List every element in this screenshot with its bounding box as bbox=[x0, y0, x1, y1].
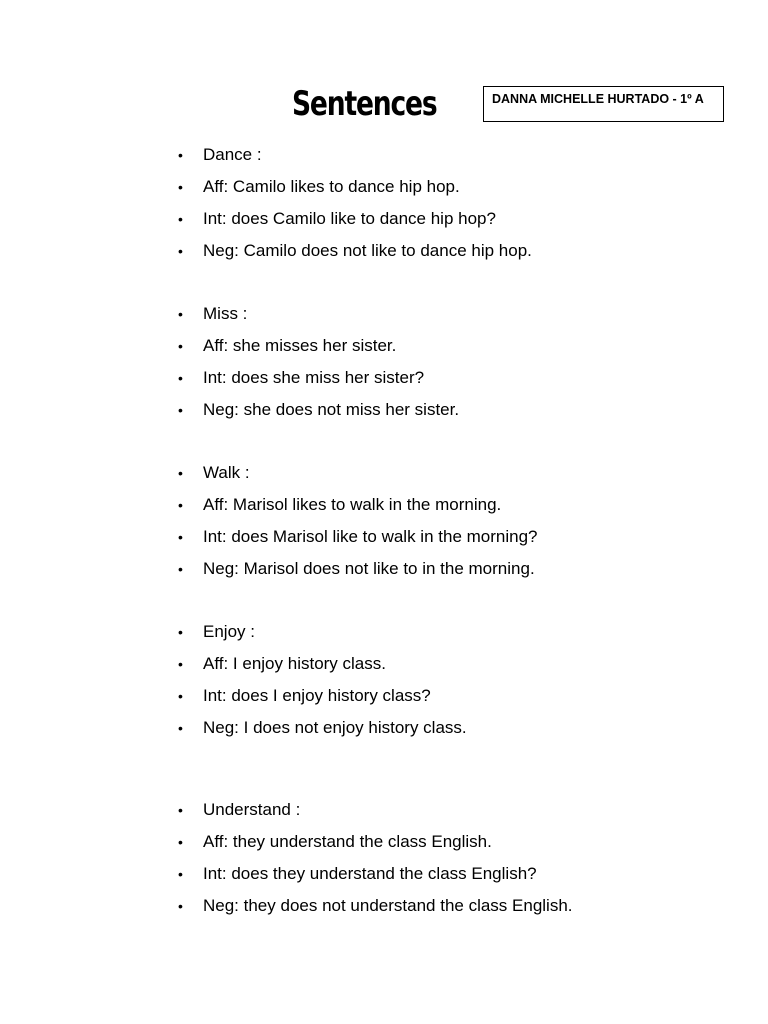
item-text: Int: does they understand the class English? bbox=[203, 864, 537, 883]
item-text: Neg: I does not enjoy history class. bbox=[203, 718, 467, 737]
item-text: Miss : bbox=[203, 304, 248, 323]
bullet-icon: • bbox=[178, 338, 183, 354]
item-text: Aff: she misses her sister. bbox=[203, 336, 397, 355]
page-title: Sentences bbox=[292, 84, 437, 124]
item-text: Dance : bbox=[203, 145, 262, 164]
bullet-icon: • bbox=[178, 561, 183, 577]
bullet-icon: • bbox=[178, 497, 183, 513]
bullet-icon: • bbox=[178, 688, 183, 704]
item-text: Walk : bbox=[203, 463, 250, 482]
bullet-icon: • bbox=[178, 866, 183, 882]
bullet-icon: • bbox=[178, 720, 183, 736]
item-text: Enjoy : bbox=[203, 622, 255, 641]
bullet-icon: • bbox=[178, 243, 183, 259]
bullet-icon: • bbox=[178, 802, 183, 818]
item-text: Int: does she miss her sister? bbox=[203, 368, 425, 387]
item-text: Neg: they does not understand the class English. bbox=[203, 896, 573, 915]
bullet-icon: • bbox=[178, 179, 183, 195]
item-text: Understand : bbox=[203, 800, 301, 819]
bullet-icon: • bbox=[178, 624, 183, 640]
item-text: Aff: they understand the class English. bbox=[203, 832, 492, 851]
bullet-icon: • bbox=[178, 211, 183, 227]
bullet-icon: • bbox=[178, 898, 183, 914]
bullet-icon: • bbox=[178, 370, 183, 386]
bullet-icon: • bbox=[178, 834, 183, 850]
item-text: Neg: Marisol does not like to in the morning. bbox=[203, 559, 535, 578]
item-text: Aff: Camilo likes to dance hip hop. bbox=[203, 177, 460, 196]
item-text: Int: does Camilo like to dance hip hop? bbox=[203, 209, 496, 228]
item-text: Neg: Camilo does not like to dance hip hop. bbox=[203, 241, 532, 260]
bullet-icon: • bbox=[178, 465, 183, 481]
item-text: Aff: Marisol likes to walk in the morning. bbox=[203, 495, 502, 514]
item-text: Neg: she does not miss her sister. bbox=[203, 400, 460, 419]
bullet-icon: • bbox=[178, 402, 183, 418]
bullet-icon: • bbox=[178, 656, 183, 672]
bullet-icon: • bbox=[178, 147, 183, 163]
item-text: Int: does Marisol like to walk in the morning? bbox=[203, 527, 538, 546]
bullet-icon: • bbox=[178, 529, 183, 545]
item-text: Int: does I enjoy history class? bbox=[203, 686, 431, 705]
item-text: Aff: I enjoy history class. bbox=[203, 654, 386, 673]
student-name: DANNA MICHELLE HURTADO - 1º A bbox=[492, 92, 704, 106]
bullet-icon: • bbox=[178, 306, 183, 322]
